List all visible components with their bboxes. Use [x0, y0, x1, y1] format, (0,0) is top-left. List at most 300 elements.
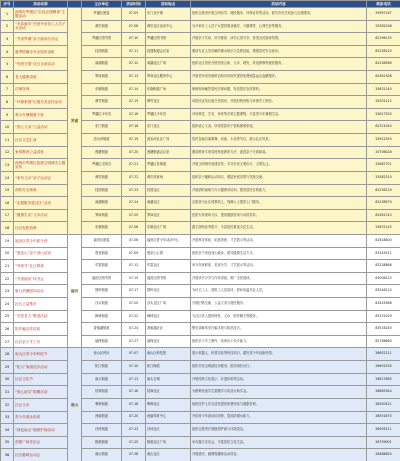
row-unit: 招商街道 [82, 386, 122, 399]
row-phone: 83131029 [367, 310, 400, 323]
row-time: 07-11 [122, 45, 146, 58]
row-title: “爱心义卖”公益活动 [14, 121, 68, 134]
row-phone: 26691530 [367, 361, 400, 374]
row-unit: 南湖街道 [82, 58, 122, 71]
table-row [1, 121, 400, 134]
row-content: 开展科技体验、拓展训练、才艺展示等活动。 [191, 234, 367, 247]
header-content: 活动内容 [191, 1, 367, 8]
row-place: 南山区科技馆 [146, 348, 191, 361]
row-place: 沙河社区 [146, 424, 191, 437]
table-row [1, 386, 400, 399]
row-title: “绿色南山”植树护绿活动 [14, 424, 68, 437]
row-phone: 82461306 [367, 71, 400, 84]
row-phone: 25997187 [367, 8, 400, 21]
row-place: 粤海社区 [146, 398, 191, 411]
table-row [1, 298, 400, 311]
row-content: 组织医护人员为居民提供免费体检与健康咨询。 [191, 398, 367, 411]
table-row [1, 348, 400, 361]
row-content: 组织志愿者开展文明劝导、便民服务、环保宣传等活动，倡导市民共同参与志愿服务。 [191, 8, 367, 21]
row-time: 07-18 [122, 398, 146, 411]
row-time: 07-24 [122, 323, 146, 336]
row-content: 为外来务工人员子女提供课业辅导、兴趣课堂、心理关爱等服务。 [191, 20, 367, 33]
row-place: 沙头社区广场 [146, 298, 191, 311]
row-number: 29 [1, 361, 14, 374]
row-phone: 25631140 [367, 83, 400, 96]
row-number: 9 [1, 108, 14, 121]
row-title: 防诈骗宣传讲座 [14, 323, 68, 336]
row-number: 17 [1, 209, 14, 222]
row-time: 07-08 [122, 20, 146, 33]
row-title: “莲花山”亲子登山活动 [14, 247, 68, 260]
row-time: 07-18 [122, 121, 146, 134]
row-time: 07-10 [122, 33, 146, 46]
row-unit: 罗湖区图书馆 [82, 33, 122, 46]
row-title: 深圳市罗湖区创建文明城市主题宣传 [14, 159, 68, 172]
row-content: 为社区老人提供理发、义诊、陪伴聊天等服务。 [191, 310, 367, 323]
row-number: 20 [1, 247, 14, 260]
row-number: 3 [1, 33, 14, 46]
row-phone: 25706028 [367, 146, 400, 159]
header-title: 活动名称 [14, 1, 68, 8]
row-number: 15 [1, 184, 14, 197]
row-place: 黄贝体育场 [146, 171, 191, 184]
row-place: 福田区青少年活动中心 [146, 234, 191, 247]
row-content: 组织爱心义卖，所得善款用于资助困难家庭。 [191, 121, 367, 134]
row-phone: 26652211 [367, 348, 400, 361]
row-unit: 沙头街道 [82, 298, 122, 311]
row-number: 6 [1, 71, 14, 84]
row-phone: 25922355 [367, 134, 400, 147]
row-number: 34 [1, 424, 14, 437]
row-phone: 82918800 [367, 234, 400, 247]
table-row [1, 335, 400, 348]
row-number: 19 [1, 234, 14, 247]
row-phone: 82321040 [367, 121, 400, 134]
row-content: 组织社区居民开展邻里互助、义诊、理发、家电维修等便民服务。 [191, 58, 367, 71]
row-unit: 罗湖区团委 [82, 8, 122, 21]
row-phone: 82798860 [367, 335, 400, 348]
table-row [1, 436, 400, 449]
row-unit: 粤海街道 [82, 398, 122, 411]
table-row [1, 83, 400, 96]
table-row [1, 361, 400, 374]
row-unit: 罗湖区文明办 [82, 159, 122, 172]
row-title: “志愿服务进社区”活动 [14, 197, 68, 210]
row-unit: 南头街道 [82, 373, 122, 386]
row-time: 07-25 [122, 436, 146, 449]
row-time: 07-19 [122, 134, 146, 147]
row-unit: 福保街道 [82, 335, 122, 348]
row-content: 开展读书分享与作家讲座，推广全民阅读。 [191, 272, 367, 285]
table-row [1, 285, 400, 298]
row-unit: 桂园街道 [82, 184, 122, 197]
header-place: 活动地点 [146, 1, 191, 8]
row-phone: 25582296 [367, 20, 400, 33]
row-place: 香蜜湖社区 [146, 323, 191, 336]
table-row [1, 449, 400, 461]
row-content: 举办露天音乐会，丰富居民文化生活。 [191, 436, 367, 449]
row-title: 社区电影放映 [14, 222, 68, 235]
row-content: 开展拔河、跳绳等趣味运动项目。 [191, 449, 367, 461]
row-content: 医院专家现场义诊，提供健康咨询与用药指导。 [191, 209, 367, 222]
row-place: 华富社区 [146, 260, 191, 273]
row-time: 07-26 [122, 222, 146, 235]
row-time: 07-13 [122, 373, 146, 386]
row-phone: 25582310 [367, 171, 400, 184]
row-time: 07-20 [122, 411, 146, 424]
row-place: 东晓街道广场 [146, 83, 191, 96]
row-unit: 南山街道 [82, 449, 122, 461]
row-unit: 沙河街道 [82, 424, 122, 437]
row-time: 07-12 [122, 58, 146, 71]
row-unit: 黄贝街道 [82, 20, 122, 33]
row-time: 07-24 [122, 197, 146, 210]
row-unit: 南湖街道 [82, 197, 122, 210]
row-number: 13 [1, 159, 14, 172]
row-title: 老人健康讲座 [14, 71, 68, 84]
row-phone: 83246210 [367, 285, 400, 298]
row-time: 07-23 [122, 424, 146, 437]
row-place: 罗湖区各街道 [146, 159, 191, 172]
row-title: 消防安全演练 [14, 184, 68, 197]
row-number: 36 [1, 449, 14, 461]
table-row [1, 134, 400, 147]
row-place: 招商社区 [146, 386, 191, 399]
row-number: 1 [1, 8, 14, 21]
row-title: 夏日消暑慰问活动 [14, 285, 68, 298]
row-place: 罗湖区少年宫 [146, 108, 191, 121]
row-unit: 园岭街道 [82, 285, 122, 298]
table-row [1, 58, 400, 71]
row-time: 07-22 [122, 310, 146, 323]
row-title: 深圳市罗湖区“弘扬志愿精神”主题活动 [14, 8, 68, 21]
row-time: 07-06 [122, 234, 146, 247]
row-time: 07-15 [122, 96, 146, 109]
row-place: 翠竹社区 [146, 96, 191, 109]
row-content: 开设科技、艺术、体育等多种主题课程，丰富青少年暑期生活。 [191, 108, 367, 121]
row-place: 蛇口海滨 [146, 361, 191, 374]
table-row [1, 209, 400, 222]
row-unit: 蛇口街道 [82, 361, 122, 374]
row-group-label: 福田 [68, 234, 82, 347]
row-place: 东晓社区广场 [146, 222, 191, 235]
row-time: 07-17 [122, 285, 146, 298]
row-title: “蛇口”海滨徒步活动 [14, 361, 68, 374]
row-title: 社区文艺汇演 [14, 134, 68, 147]
table-header-row [1, 1, 400, 8]
header-phone: 联系电话 [367, 1, 400, 8]
table-row [1, 222, 400, 235]
row-content: 律师现场解答居民法律问题，发放普法宣传资料。 [191, 83, 367, 96]
row-phone: 26905211 [367, 424, 400, 437]
table-body [1, 8, 400, 461]
row-number: 22 [1, 272, 14, 285]
row-number: 35 [1, 436, 14, 449]
row-number: 24 [1, 298, 14, 311]
row-unit: 福田区团委 [82, 234, 122, 247]
row-title: “邻里节”社区联欢 [14, 260, 68, 273]
row-place: 福田区图书馆 [146, 272, 191, 285]
table-row [1, 323, 400, 336]
row-title: 家庭教育公益讲座 [14, 146, 68, 159]
row-unit: 罗湖区少年宫 [82, 108, 122, 121]
row-number: 25 [1, 310, 14, 323]
table-row [1, 146, 400, 159]
row-title: “多彩童年”关爱外来务工人员子女活动 [14, 20, 68, 33]
row-time: 07-27 [122, 335, 146, 348]
row-place: 桃源社区广场 [146, 436, 191, 449]
row-title: 法律咨询 [14, 83, 68, 96]
header-group [68, 1, 82, 8]
row-content: 开设青少年游泳培训班，提高防溺水能力。 [191, 411, 367, 424]
row-phone: 26739001 [367, 436, 400, 449]
row-phone: 82196135 [367, 33, 400, 46]
row-title: 夏季防溺水安全知识讲座 [14, 45, 68, 58]
row-content: 开展传统文化展示、非遗体验等活动。 [191, 373, 367, 386]
row-time: 07-20 [122, 298, 146, 311]
row-place: 园岭社区 [146, 285, 191, 298]
row-place: 南头古城 [146, 373, 191, 386]
row-content: 举办邻里联欢、美食分享、才艺展示等活动。 [191, 260, 367, 273]
row-time: 07-22 [122, 171, 146, 184]
table-row [1, 171, 400, 184]
row-phone: 26683344 [367, 386, 400, 399]
row-place: 南湖社区 [146, 197, 191, 210]
table-row [1, 424, 400, 437]
row-unit: 翠竹街道 [82, 96, 122, 109]
row-content: 为环卫工人、建筑工人送清凉，慰问高温作业人员。 [191, 285, 367, 298]
row-time: 07-16 [122, 108, 146, 121]
row-number: 5 [1, 58, 14, 71]
table-row [1, 184, 400, 197]
row-title: 南山区青少年科技节 [14, 348, 68, 361]
row-phone: 26550421 [367, 398, 400, 411]
row-phone: 83425588 [367, 298, 400, 311]
row-title: “家有儿女”亲子运动会 [14, 171, 68, 184]
row-number: 2 [1, 20, 14, 33]
row-number: 11 [1, 134, 14, 147]
row-place: 莲塘街道会议室 [146, 146, 191, 159]
row-time: 07-21 [122, 159, 146, 172]
row-number: 30 [1, 373, 14, 386]
table-row [1, 108, 400, 121]
row-content: 组织市民沿海滨徒步健身，倡导绿色出行。 [191, 361, 367, 374]
row-content: 向居民宣传垃圾分类知识，开展旧物回收与环保手工制作。 [191, 96, 367, 109]
header-unit: 主办单位 [82, 1, 122, 8]
row-time: 07-15 [122, 272, 146, 285]
row-number: 33 [1, 411, 14, 424]
row-unit: 梅林街道 [82, 310, 122, 323]
row-place: 福保社区 [146, 335, 191, 348]
row-time: 07-28 [122, 449, 146, 461]
table-row [1, 96, 400, 109]
row-number: 18 [1, 222, 14, 235]
row-place: 南湖社区广场 [146, 58, 191, 71]
row-place: 桂园社区 [146, 184, 191, 197]
row-unit: 东门街道 [82, 121, 122, 134]
row-number: 12 [1, 146, 14, 159]
row-title: 青少年游泳培训 [14, 411, 68, 424]
row-number: 32 [1, 398, 14, 411]
row-number: 14 [1, 171, 14, 184]
row-title: 社区文化节 [14, 373, 68, 386]
row-group-label: 南山 [68, 348, 82, 461]
row-content: 志愿者为社区孤寡老人、残障人士提供上门服务。 [191, 197, 367, 210]
row-content: 露天放映优秀影片，丰富居民夏夜文化生活。 [191, 222, 367, 235]
row-unit: 福田区图书馆 [82, 272, 122, 285]
row-phone: 83345511 [367, 247, 400, 260]
row-time: 07-05 [122, 8, 146, 21]
row-phone: 25501212 [367, 96, 400, 109]
row-title: “爱心助学”捐赠活动 [14, 386, 68, 399]
row-title: “关爱老人”敬老活动 [14, 310, 68, 323]
row-phone: 83516240 [367, 323, 400, 336]
row-time: 07-09 [122, 247, 146, 260]
row-time: 07-13 [122, 71, 146, 84]
row-unit: 香蜜湖街道 [82, 323, 122, 336]
table-row [1, 71, 400, 84]
row-content: 组织亲子趣味运动项目，增进家庭亲情与邻里交流。 [191, 171, 367, 184]
row-content: 组织亲子手工制作，培养孩子动手能力。 [191, 335, 367, 348]
row-place: 罗湖区图书馆 [146, 33, 191, 46]
row-content: 邀请专业人员讲解防溺水知识与急救技能，增强居民安全意识。 [191, 45, 367, 58]
row-content: 邀请教育专家讲授家庭教育方法，促进亲子关系和谐。 [191, 146, 367, 159]
row-place: 笋岗社区服务中心 [146, 71, 191, 84]
header-time: 活动时间 [122, 1, 146, 8]
table-row [1, 8, 400, 21]
table-row [1, 260, 400, 273]
row-content: 居民自编自演歌舞、戏曲、小品等节目，展示社区风采。 [191, 134, 367, 147]
row-unit: 东晓街道 [82, 83, 122, 96]
row-title: 社区公益集市 [14, 298, 68, 311]
row-title: 社区趣味运动会 [14, 449, 68, 461]
row-time: 07-16 [122, 386, 146, 399]
row-place: 东门社区 [146, 121, 191, 134]
row-number: 28 [1, 348, 14, 361]
row-number: 31 [1, 386, 14, 399]
table-row [1, 234, 400, 247]
row-number: 23 [1, 285, 14, 298]
table-row [1, 373, 400, 386]
row-phone: 83006123 [367, 272, 400, 285]
row-phone: 82238566 [367, 58, 400, 71]
row-title: “环保家园”垃圾分类宣传活动 [14, 96, 68, 109]
row-title: “书香罗湖”亲子阅读分享会 [14, 33, 68, 46]
row-title: 消夏广场音乐会 [14, 436, 68, 449]
row-title: “书香福田”读书会 [14, 272, 68, 285]
row-time: 07-10 [122, 361, 146, 374]
row-place: 桂园街道会议室 [146, 45, 191, 58]
row-place: 东门步行街 [146, 8, 191, 21]
table-row [1, 45, 400, 58]
table-row [1, 159, 400, 172]
row-content: 展示机器人、科普实验等科技项目，激发青少年创新热情。 [191, 348, 367, 361]
row-unit: 莲塘街道 [82, 146, 122, 159]
row-unit: 莲花街道 [82, 247, 122, 260]
row-phone: 82461310 [367, 209, 400, 222]
row-phone: 25667701 [367, 159, 400, 172]
row-time: 07-20 [122, 146, 146, 159]
row-time: 07-12 [122, 260, 146, 273]
row-place: 梅林社区 [146, 310, 191, 323]
row-number: 21 [1, 260, 14, 273]
row-content: 组织志愿者开展植树护绿与环境清洁。 [191, 424, 367, 437]
table-row [1, 33, 400, 46]
row-content: 警官讲解常见诈骗手段与防范技巧。 [191, 323, 367, 336]
row-phone: 26617890 [367, 373, 400, 386]
row-number: 10 [1, 121, 14, 134]
table-row [1, 247, 400, 260]
table-row [1, 398, 400, 411]
row-unit: 桃源街道 [82, 436, 122, 449]
row-phone: 26551870 [367, 411, 400, 424]
row-phone: 82238120 [367, 45, 400, 58]
row-place: 莲花山公园 [146, 247, 191, 260]
row-time: 07-14 [122, 83, 146, 96]
row-unit: 笋岗街道 [82, 209, 122, 222]
row-unit: 西丽街道 [82, 411, 122, 424]
row-place: 西丽体育中心 [146, 411, 191, 424]
row-phone: 26486620 [367, 449, 400, 461]
row-phone: 25617520 [367, 108, 400, 121]
row-number: 26 [1, 323, 14, 336]
header-no: 序号 [1, 1, 14, 8]
row-unit: 华富街道 [82, 260, 122, 273]
row-number: 8 [1, 96, 14, 109]
row-place: 清水河社区广场 [146, 134, 191, 147]
row-content: 开展消防演练与灭火器使用培训，提高居民自救能力。 [191, 184, 367, 197]
row-place: 黄贝社区活动中心 [146, 20, 191, 33]
row-number: 7 [1, 83, 14, 96]
row-group-label: 罗湖 [68, 8, 82, 235]
row-place: 南山社区 [146, 449, 191, 461]
row-content: 开展老年常见病防治知识讲座并提供免费测量血压血糖服务。 [191, 71, 367, 84]
table-row [1, 411, 400, 424]
row-time: 07-07 [122, 348, 146, 361]
row-time: 07-23 [122, 184, 146, 197]
row-title: 福田区青少年夏令营 [14, 234, 68, 247]
row-title: 青少年暑期夏令营 [14, 108, 68, 121]
table-row [1, 272, 400, 285]
row-title: “健康生活”义诊活动 [14, 209, 68, 222]
row-unit: 桂园街道 [82, 45, 122, 58]
row-phone: 82238570 [367, 197, 400, 210]
row-unit: 黄贝街道 [82, 171, 122, 184]
row-content: 组织亲子家庭登山健身，倡导健康生活方式。 [191, 247, 367, 260]
row-number: 16 [1, 197, 14, 210]
row-number: 4 [1, 45, 14, 58]
row-unit: 笋岗街道 [82, 71, 122, 84]
row-content: 开展文明城市创建宣传，引导市民文明出行、文明礼让。 [191, 159, 367, 172]
row-content: 为困难家庭学生捐赠学习用品与助学金。 [191, 386, 367, 399]
row-title: “邻里守望”社区互助活动 [14, 58, 68, 71]
row-unit: 南山区科协 [82, 348, 122, 361]
row-phone: 83228866 [367, 260, 400, 273]
row-phone: 25631145 [367, 222, 400, 235]
row-unit: 东晓街道 [82, 222, 122, 235]
table-row [1, 20, 400, 33]
table-row [1, 197, 400, 210]
row-time: 07-25 [122, 209, 146, 222]
row-phone: 82238129 [367, 184, 400, 197]
table-row [1, 310, 400, 323]
row-place: 笋岗社区 [146, 209, 191, 222]
row-title: 社区义诊 [14, 398, 68, 411]
row-unit: 清水河街道 [82, 134, 122, 147]
row-title: 社区亲子手工坊 [14, 335, 68, 348]
row-number: 27 [1, 335, 14, 348]
row-content: 开展旧物交换、公益义卖与便民服务。 [191, 298, 367, 311]
